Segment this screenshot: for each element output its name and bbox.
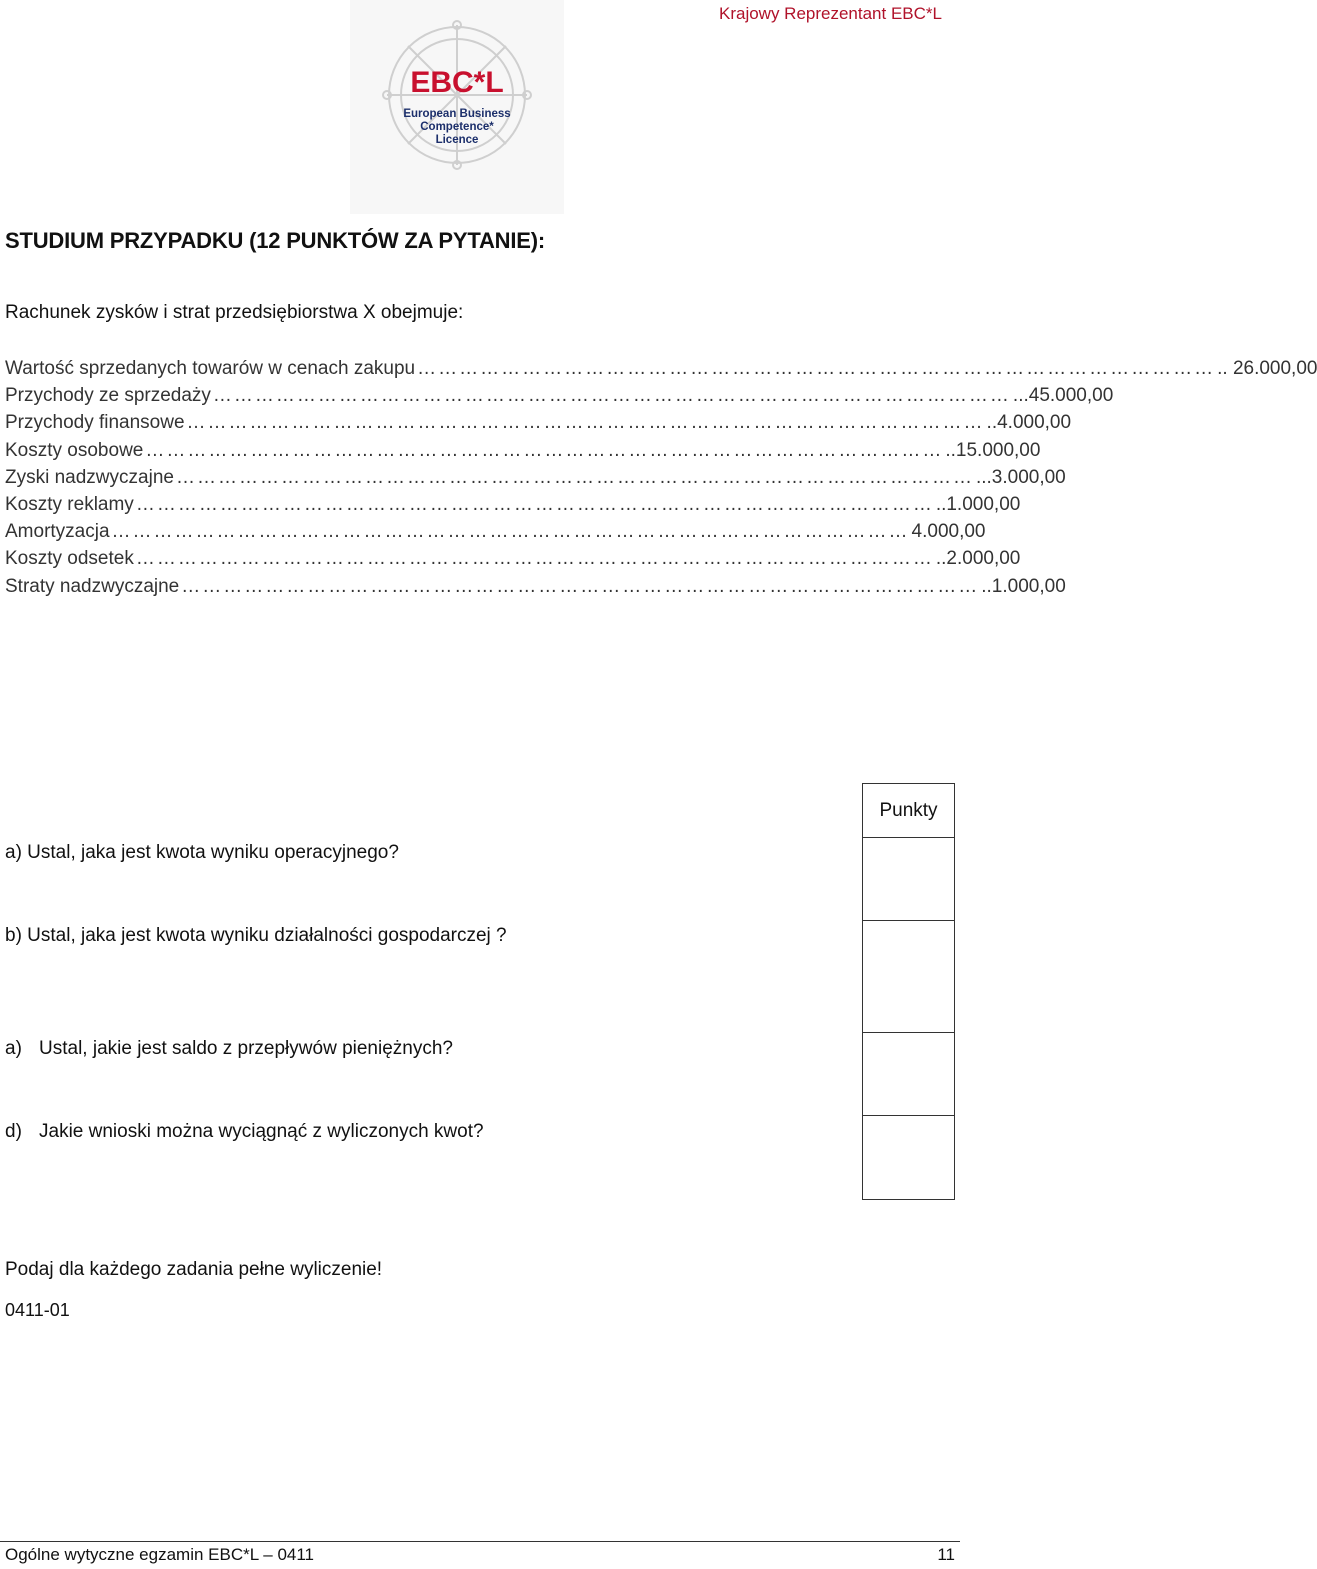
ledger-label: Przychody ze sprzedaży <box>5 385 211 407</box>
question-text: Ustal, jakie jest saldo z przepływów pieniężnych? <box>39 1038 453 1059</box>
points-cell-a <box>863 838 955 921</box>
dot-leader: …………………………………………………………………………………………………… <box>212 385 1011 407</box>
points-cell-d <box>863 1116 955 1200</box>
ledger-value: ..2.000,00 <box>935 548 1021 570</box>
points-cell-c <box>863 1033 955 1116</box>
section-title: STUDIUM PRZYPADKU (12 PUNKTÓW ZA PYTANIE): <box>5 228 545 253</box>
income-statement-list <box>5 355 1317 600</box>
ledger-row <box>5 545 1021 572</box>
question-letter: d) <box>5 1121 22 1142</box>
ledger-row <box>5 573 1066 600</box>
logo-graphic <box>350 0 564 214</box>
question-a <box>5 842 399 864</box>
dot-leader: …………………………………………………………………………………………………… <box>135 493 934 515</box>
ledger-label: Amortyzacja <box>5 521 110 543</box>
ledger-value: ..4.000,00 <box>986 412 1072 434</box>
dot-leader: …………………………………………………………………………………………………… <box>181 575 980 597</box>
question-letter: a) <box>5 1038 22 1059</box>
logo-sub-1: European Business <box>403 108 511 120</box>
ledger-row <box>5 464 1066 491</box>
header-title: Krajowy Reprezentant EBC*L <box>718 4 942 23</box>
ledger-row <box>5 382 1114 409</box>
ledger-value: ..15.000,00 <box>945 439 1041 461</box>
ledger-label: Koszty reklamy <box>5 493 134 515</box>
ledger-label: Przychody finansowe <box>5 412 185 434</box>
ledger-value: ..1.000,00 <box>981 575 1066 597</box>
ledger-value: 4.000,00 <box>911 521 986 543</box>
ledger-label: Straty nadzwyczajne <box>5 575 180 597</box>
question-b <box>5 925 507 947</box>
ebcl-logo <box>350 0 564 214</box>
ledger-row <box>5 518 986 545</box>
question-text: a) Ustal, jaka jest kwota wyniku operacyjnego? <box>5 842 399 863</box>
ledger-label: Zyski nadzwyczajne <box>5 466 174 488</box>
ledger-row <box>5 491 1021 518</box>
dot-leader: …………………………………………………………………………………………………… <box>135 548 934 570</box>
exam-code: 0411-01 <box>5 1300 70 1320</box>
ledger-value: ...45.000,00 <box>1012 385 1114 407</box>
points-cell-b <box>863 921 955 1033</box>
ledger-row <box>5 437 1041 464</box>
ledger-value: ...3.000,00 <box>975 466 1066 488</box>
calculation-note: Podaj dla każdego zadania pełne wyliczenie! <box>5 1259 383 1280</box>
ledger-value: ..1.000,00 <box>935 493 1021 515</box>
points-table <box>862 783 955 1200</box>
logo-text: EBC*L <box>410 66 504 99</box>
dot-leader: …………………………………………………………………………………………………… <box>175 466 974 488</box>
dot-leader: …………………………………………………………………………………………………… <box>186 412 985 434</box>
logo-sub-3: Licence <box>435 134 479 146</box>
dot-leader: …………………………………………………………………………………………………… <box>417 358 1216 379</box>
question-text: b) Ustal, jaka jest kwota wyniku działalności gospodarczej ? <box>5 925 507 946</box>
question-c <box>5 1038 453 1060</box>
points-header: Punkty <box>863 784 955 838</box>
question-text: Jakie wnioski można wyciągnąć z wyliczonych kwot? <box>39 1121 484 1142</box>
ledger-row <box>5 355 1317 382</box>
footer-divider <box>0 1541 960 1542</box>
ledger-label: Wartość sprzedanych towarów w cenach zakupu <box>5 358 416 379</box>
question-d <box>5 1121 484 1143</box>
footer-text: Ogólne wytyczne egzamin EBC*L – 0411 <box>5 1545 315 1564</box>
dot-leader: …………………………………………………………………………………………………… <box>145 439 944 461</box>
page-number: 11 <box>937 1545 955 1564</box>
ledger-label: Koszty osobowe <box>5 439 144 461</box>
ledger-label: Koszty odsetek <box>5 548 134 570</box>
dot-leader: …………………………………………………………………………………………………… <box>111 521 910 543</box>
ledger-value: .. 26.000,00 <box>1217 358 1317 379</box>
intro-text: Rachunek zysków i strat przedsiębiorstwa X obejmuje: <box>5 302 464 323</box>
ledger-row <box>5 409 1072 436</box>
logo-sub-2: Competence* <box>420 121 494 133</box>
